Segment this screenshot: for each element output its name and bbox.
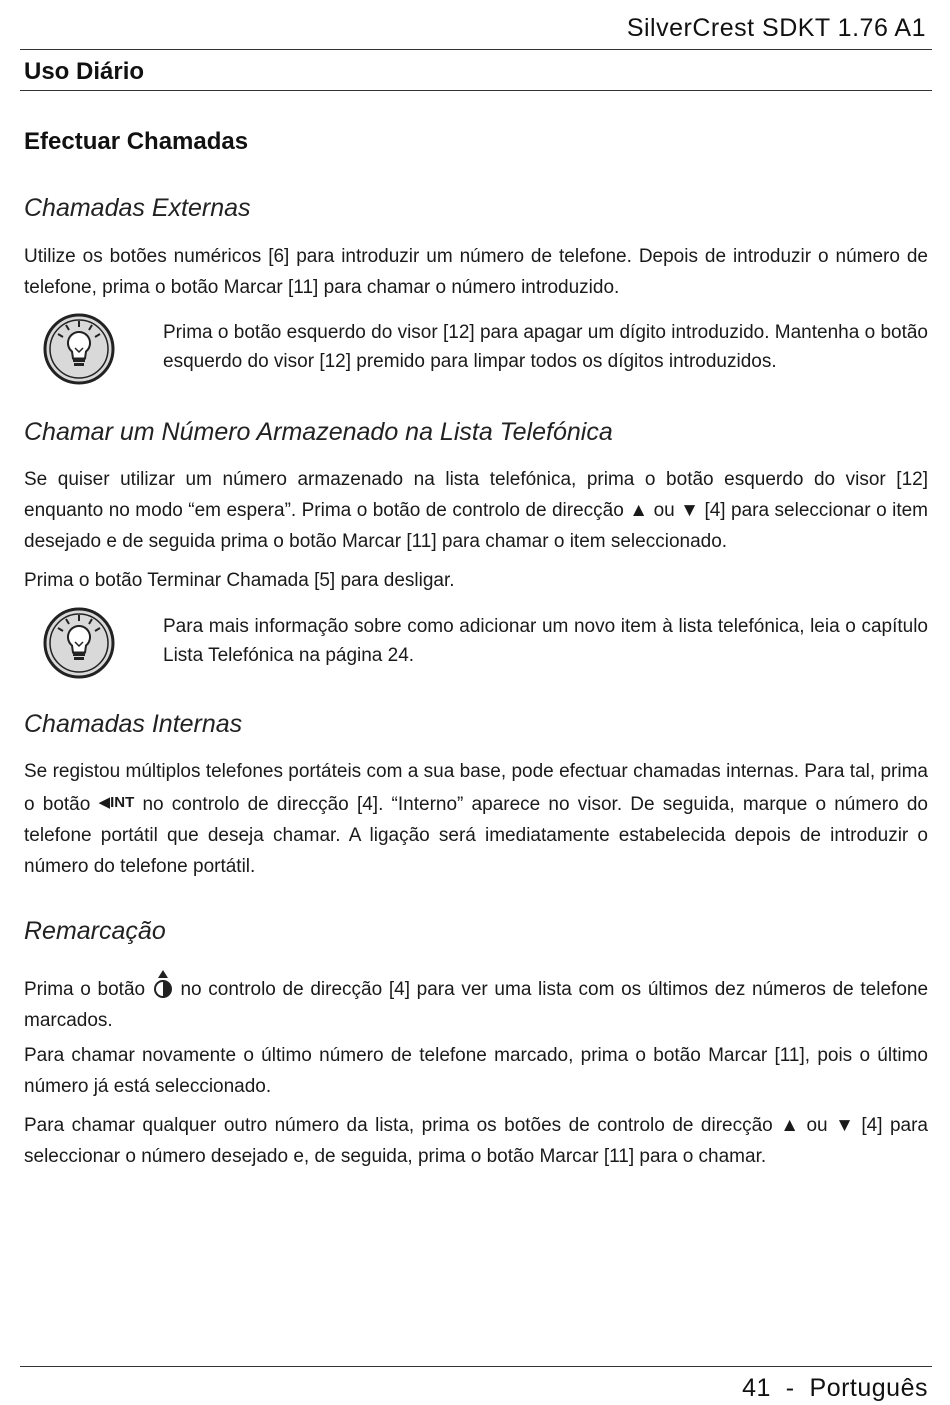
arrow-up-icon: ▲: [780, 1115, 800, 1136]
arrow-up-icon: ▲: [629, 500, 649, 521]
internal-para-part2: no controlo de direcção [4]. “Interno” aparece no visor. De seguida, marque o número do telefone portátil que deseja chamar. A ligação será imediatamente estabelecida depois de introduzir o número do telefone portátil.: [24, 794, 928, 877]
redial-or-word: ou: [806, 1115, 828, 1136]
header-rule-bottom: [20, 90, 932, 91]
int-button-label: INT: [110, 794, 135, 811]
phonebook-or-word: ou: [653, 500, 675, 521]
redial-para3-part1: Para chamar qualquer outro número da lista, prima os botões de controlo de direcção: [24, 1115, 773, 1136]
phonebook-call-paragraph: [24, 464, 928, 557]
arrow-down-icon: ▼: [835, 1115, 854, 1136]
lightbulb-tip-icon: [42, 312, 116, 386]
phonebook-tip: Para mais informação sobre como adicionar um novo item à lista telefónica, leia o capítulo Lista Telefónica na página 24.: [163, 616, 928, 666]
section-title: Uso Diário: [24, 58, 145, 85]
redial-paragraph-1: [24, 969, 928, 1036]
redial-title: Remarcação: [24, 917, 166, 945]
redial-button-icon: [152, 969, 174, 999]
external-calls-tip: Prima o botão esquerdo do visor [12] para apagar um dígito introduzido. Mantenha o botão esquerdo do visor [12] premido para limpar todos os dígitos introduzidos.: [163, 322, 928, 372]
int-button-icon: ◀INT: [98, 794, 135, 811]
header-rule-top: [20, 49, 932, 50]
phonebook-call-title: Chamar um Número Armazenado na Lista Telefónica: [24, 418, 613, 446]
redial-para3-part2: [4] para seleccionar o número desejado e, de seguida, prima o botão Marcar [11] para o chamar.: [24, 1115, 928, 1167]
page-heading: Efectuar Chamadas: [24, 128, 249, 155]
footer-rule: [20, 1366, 932, 1367]
external-calls-paragraph: Utilize os botões numéricos [6] para introduzir um número de telefone. Depois de introduzir o número de telefone, prima o botão Marcar [11] para chamar o número introduzido.: [24, 246, 928, 298]
redial-para1-part1: Prima o botão: [24, 979, 146, 1000]
redial-paragraph-2: Para chamar novamente o último número de telefone marcado, prima o botão Marcar [11], pois o último número já está seleccionado.: [24, 1045, 928, 1097]
phonebook-para-part2: [4] para seleccionar o item desejado e de seguida prima o botão Marcar [11] para chamar o item seleccionado.: [24, 500, 929, 552]
page-number: 41 - Português: [742, 1374, 928, 1402]
internal-calls-paragraph: [24, 756, 928, 882]
external-calls-title: Chamadas Externas: [24, 194, 251, 222]
internal-calls-title: Chamadas Internas: [24, 710, 243, 738]
redial-paragraph-3: [24, 1110, 928, 1172]
lightbulb-tip-icon: [42, 606, 116, 680]
phonebook-para-part1: Se quiser utilizar um número armazenado na lista telefónica, prima o botão esquerdo do visor [12] enquanto no modo “em espera”. Prima o botão de controlo de direcção: [24, 469, 928, 521]
arrow-down-icon: ▼: [680, 500, 699, 521]
internal-para-part1: Se registou múltiplos telefones portáteis com a sua base, pode efectuar chamadas internas. Para tal, prima o botão: [24, 761, 928, 815]
phonebook-end-call-paragraph: Prima o botão Terminar Chamada [5] para desligar.: [24, 570, 455, 591]
header-product-name: SilverCrest SDKT 1.76 A1: [626, 14, 926, 42]
redial-para1-part2: no controlo de direcção [4] para ver uma lista com os últimos dez números de telefone marcados.: [24, 979, 929, 1031]
